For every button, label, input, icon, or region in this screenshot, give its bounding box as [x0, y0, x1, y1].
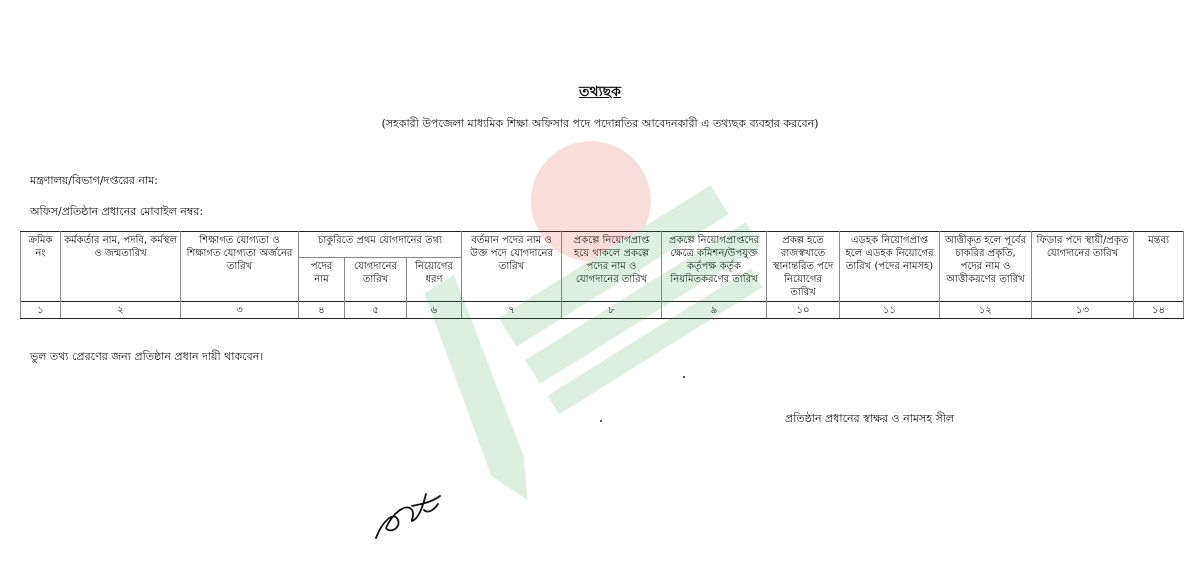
signature-label: প্রতিষ্ঠান প্রধানের স্বাক্ষর ও নামসহ সীল: [785, 412, 955, 425]
page-title: তথ্যছক: [579, 84, 621, 100]
column-number: ৭: [462, 302, 562, 319]
column-number: ৮: [562, 302, 662, 319]
responsibility-note: ভুল তথ্য প্রেরণের জন্য প্রতিষ্ঠান প্রধান দায়ী থাকবেন।: [30, 350, 264, 363]
info-table: [20, 231, 1184, 319]
header-absorption: আত্তীকৃত হলে পূর্বের চাকরির প্রকৃতি, পদের নাম ও আত্তীকরণের তারিখ: [940, 232, 1032, 302]
column-number: ১০: [767, 302, 840, 319]
column-number: ১৪: [1134, 302, 1184, 319]
header-revenue-transfer: প্রকল্প হতে রাজস্বখাতে স্থানান্তরিত পদে নিয়োগের তারিখ: [767, 232, 840, 302]
column-number: ১৩: [1032, 302, 1134, 319]
header-project-post: প্রকল্পে নিয়োগপ্রাপ্ত হয়ে থাকলে প্রকল্পে পদের নাম ও যোগদানের তারিখ: [562, 232, 662, 302]
header-first-join-date: যোগদানের তারিখ: [345, 257, 407, 301]
header-adhoc: এডহক নিয়োগপ্রাপ্ত হলে এডহক নিয়োগের তারিখ (পদের নামসহ): [840, 232, 940, 302]
header-first-join-group: চাকুরিতে প্রথম যোগদানের তথ্য: [299, 232, 462, 258]
number-row: [21, 302, 1184, 319]
header-qualification: শিক্ষাগত যোগ্যতা ও শিক্ষাগত যোগ্যতা অর্জনের তারিখ: [181, 232, 299, 302]
header-remarks: মন্তব্য: [1134, 232, 1184, 302]
scan-speck: [683, 376, 685, 378]
header-first-join-type: নিয়োগের ধরণ: [407, 257, 462, 301]
column-number: ২: [61, 302, 181, 319]
header-serial: ক্রমিক নং: [21, 232, 61, 302]
ministry-field-label: মন্ত্রণালয়/বিভাগ/দপ্তরের নাম:: [30, 174, 158, 187]
column-number: ১২: [940, 302, 1032, 319]
page-subtitle: (সহকারী উপজেলা মাধ্যমিক শিক্ষা অফিসার পদে পদোন্নতির আবেদনকারী এ তথ্যছক ব্যবহার করবেন): [381, 117, 819, 130]
header-current-post: বর্তমান পদের নাম ও উক্ত পদে যোগদানের তারিখ: [462, 232, 562, 302]
header-first-join-post: পদের নাম: [299, 257, 345, 301]
column-number: ১১: [840, 302, 940, 319]
column-number: ৩: [181, 302, 299, 319]
header-employee: কর্মকর্তার নাম, পদবি, কর্মস্থল ও জন্মতারিখ: [61, 232, 181, 302]
column-number: ৫: [345, 302, 407, 319]
scan-speck: [600, 420, 602, 422]
handwritten-signature: [368, 480, 448, 550]
header-feeder-post: ফিডার পদে স্থায়ী/প্রকৃত যোগদানের তারিখ: [1032, 232, 1134, 302]
column-number: ৪: [299, 302, 345, 319]
column-number: ৬: [407, 302, 462, 319]
header-project-regular: প্রকল্পে নিয়োগপ্রাপ্তদের ক্ষেত্রে কমিশন/উপযুক্ত কর্তৃপক্ষ কর্তৃক নিয়মিতকরণের তারিখ: [662, 232, 767, 302]
mobile-field-label: অফিস/প্রতিষ্ঠান প্রধানের মোবাইল নম্বর:: [30, 205, 204, 218]
column-number: ৯: [662, 302, 767, 319]
column-number: ১: [21, 302, 61, 319]
